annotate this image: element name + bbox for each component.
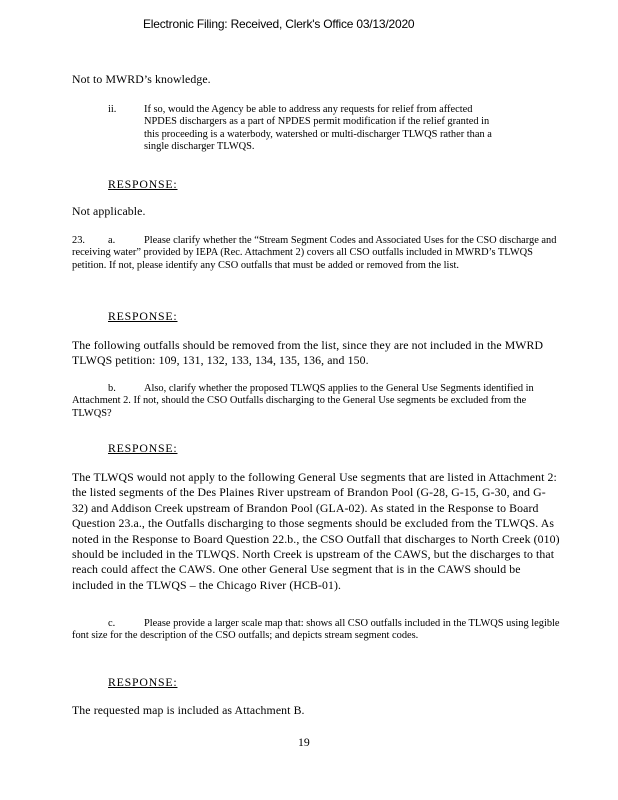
question-23b: [72, 383, 560, 420]
question-23-number: 23.: [72, 235, 85, 246]
answer-not-applicable: Not applicable.: [72, 204, 146, 218]
question-ii-label: ii.: [108, 104, 117, 115]
answer-23c: The requested map is included as Attachment B.: [72, 703, 305, 717]
question-23c-text: Please provide a larger scale map that: shows all CSO outfalls included in the TLWQS using legible font size for the description of the CSO outfalls; and depicts stream segment codes.: [72, 618, 560, 642]
question-23a: [72, 235, 560, 272]
filing-header: Electronic Filing: Received, Clerk's Office 03/13/2020: [143, 17, 415, 31]
response-heading: RESPONSE:: [108, 309, 178, 323]
question-23b-text: Also, clarify whether the proposed TLWQS applies to the General Use Segments identified in Attachment 2. If not, should the CSO Outfalls discharging to the General Use segments be excluded from the TLWQS?: [72, 383, 534, 419]
answer-23b: The TLWQS would not apply to the following General Use segments that are listed in Attachment 2: the listed segments of the Des Plaines River upstream of Brandon Pool (G-28, G-15, G-30, and G-32) and Addison Creek upstream of Brandon Pool (GLA-02). As stated in the Response to Board Question 23.a., the Outfalls discharging to those segments should be excluded from the TLWQS. As noted in the Response to Board Question 22.b., the CSO Outfall that discharges to North Creek (010) should be included in the TLWQS. North Creek is upstream of the CAWS, but the discharges to that reach could affect the CAWS. One other General Use segment that is in the CAWS should be included in the TLWQS – the Chicago River (HCB-01).: [72, 470, 560, 592]
question-23a-letter: a.: [108, 235, 116, 246]
question-23b-letter: b.: [108, 383, 116, 394]
question-23a-text: Please clarify whether the “Stream Segment Codes and Associated Uses for the CSO discharge and receiving water” provided by IEPA (Rec. Attachment 2) covers all CSO outfalls included in MWRD’s TLWQS petition. If not, please identify any CSO outfalls that must be added or removed from the list.: [72, 235, 557, 271]
response-heading: RESPONSE:: [108, 441, 178, 455]
question-23c-letter: c.: [108, 618, 116, 629]
question-23c: [72, 618, 560, 643]
page-number: 19: [298, 735, 310, 749]
answer-23a: The following outfalls should be removed from the list, since they are not included in the MWRD TLWQS petition: 109, 131, 132, 133, 134, 135, 136, and 150.: [72, 338, 544, 368]
question-ii-text: If so, would the Agency be able to address any requests for relief from affected NPDES dischargers as a part of NPDES permit modification if the relief granted in this proceeding is a waterbody, watershed or multi-discharger TLWQS rather than a single discharger TLWQS.: [144, 104, 492, 153]
response-heading: RESPONSE:: [108, 675, 178, 689]
response-heading: RESPONSE:: [108, 177, 178, 191]
answer-not-knowledge: Not to MWRD’s knowledge.: [72, 72, 211, 86]
